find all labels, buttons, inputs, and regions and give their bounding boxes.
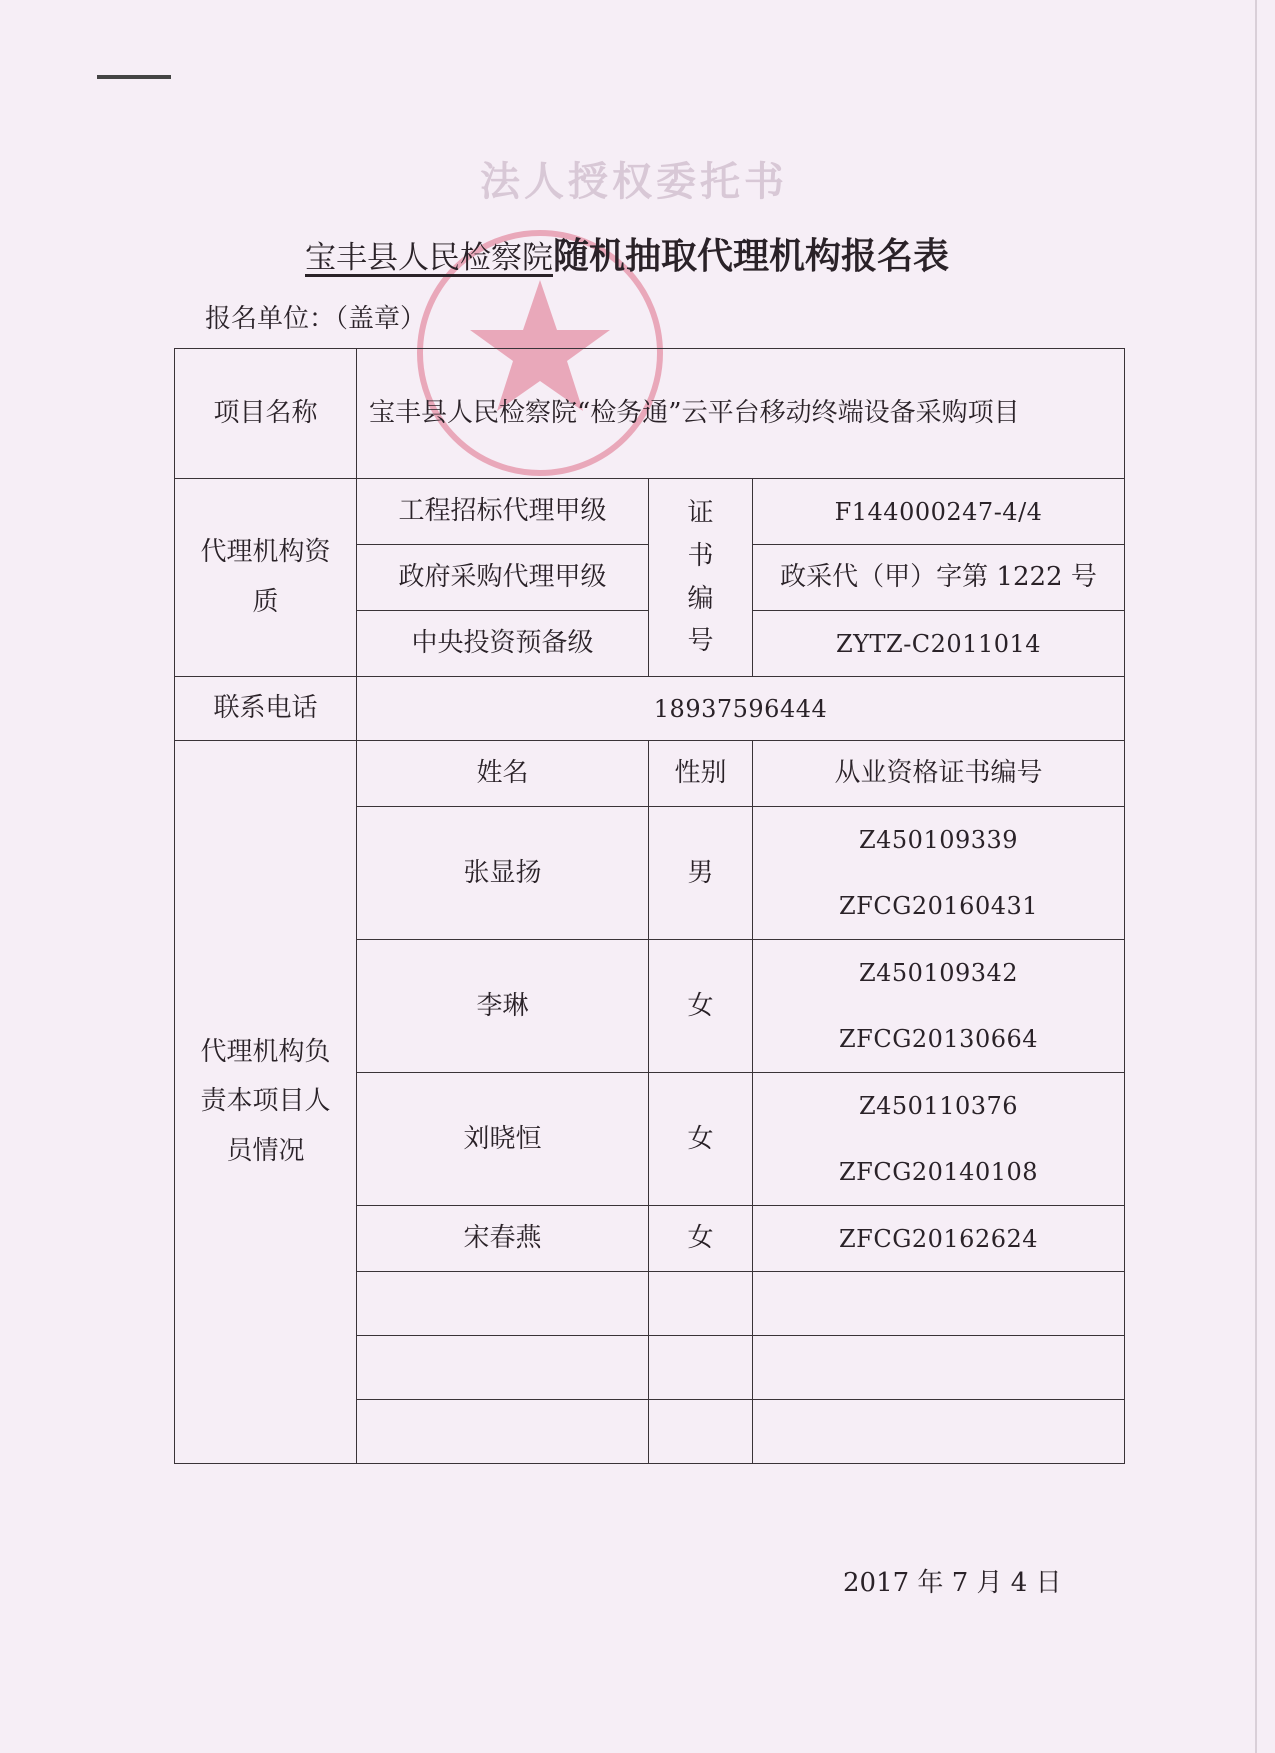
staff-gender: 男 — [649, 807, 753, 940]
staff-name: 李琳 — [357, 940, 649, 1073]
staff-name: 宋春燕 — [357, 1206, 649, 1272]
dash-mark — [97, 75, 171, 79]
staff-section-label: 代理机构负责本项目人员情况 — [175, 741, 357, 1464]
empty-cell — [753, 1272, 1125, 1336]
staff-header-cert: 从业资格证书编号 — [753, 741, 1125, 807]
staff-cert: Z450109342 — [858, 959, 1019, 987]
staff-cert: ZFCG20140108 — [839, 1158, 1039, 1186]
qualification-label: 代理机构资质 — [175, 479, 357, 677]
project-label: 项目名称 — [175, 349, 357, 479]
staff-gender: 女 — [649, 940, 753, 1073]
empty-cell — [649, 1400, 753, 1464]
empty-cell — [357, 1272, 649, 1336]
signing-date: 2017 年 7 月 4 日 — [843, 1568, 1062, 1598]
applicant-label: 报名单位： — [205, 304, 336, 334]
staff-header-name: 姓名 — [357, 741, 649, 807]
page-edge-line — [1255, 0, 1257, 1753]
cert-number-label: 证书编号 — [649, 479, 753, 677]
applicant-seal-note: （盖章） — [335, 304, 427, 334]
project-row — [175, 349, 1125, 479]
staff-cert: ZFCG20160431 — [839, 892, 1039, 920]
empty-cell — [357, 1400, 649, 1464]
staff-name: 张显扬 — [357, 807, 649, 940]
staff-gender: 女 — [649, 1073, 753, 1206]
staff-header-gender: 性别 — [649, 741, 753, 807]
qualification-cert: 政采代（甲）字第 1222 号 — [753, 545, 1125, 611]
staff-certs — [753, 807, 1125, 940]
staff-certs — [753, 940, 1125, 1073]
staff-cert: Z450109339 — [858, 826, 1019, 854]
qualification-name: 中央投资预备级 — [357, 611, 649, 677]
title-unit-name: 宝丰县人民检察院 — [305, 240, 553, 276]
form-title — [305, 228, 949, 279]
staff-header-row — [175, 741, 1125, 807]
project-value: 宝丰县人民检察院“检务通”云平台移动终端设备采购项目 — [357, 349, 1125, 479]
applicant-line — [205, 298, 426, 335]
staff-cert: ZFCG20130664 — [839, 1025, 1039, 1053]
empty-cell — [649, 1336, 753, 1400]
staff-cert: ZFCG20162624 — [753, 1206, 1125, 1272]
qualification-row — [175, 479, 1125, 545]
qualification-name: 工程招标代理甲级 — [357, 479, 649, 545]
registration-table — [174, 348, 1125, 1464]
empty-cell — [753, 1336, 1125, 1400]
empty-cell — [357, 1336, 649, 1400]
contact-label: 联系电话 — [175, 677, 357, 741]
bleed-through-title: 法人授权委托书 — [480, 159, 788, 205]
empty-cell — [753, 1400, 1125, 1464]
qualification-cert: F144000247-4/4 — [753, 479, 1125, 545]
empty-cell — [649, 1272, 753, 1336]
qualification-cert: ZYTZ-C2011014 — [753, 611, 1125, 677]
qualification-name: 政府采购代理甲级 — [357, 545, 649, 611]
staff-certs — [753, 1073, 1125, 1206]
staff-name: 刘晓恒 — [357, 1073, 649, 1206]
contact-value: 18937596444 — [357, 677, 1125, 741]
staff-gender: 女 — [649, 1206, 753, 1272]
title-form-name: 随机抽取代理机构报名表 — [553, 236, 950, 277]
staff-cert: Z450110376 — [858, 1092, 1019, 1120]
contact-row — [175, 677, 1125, 741]
